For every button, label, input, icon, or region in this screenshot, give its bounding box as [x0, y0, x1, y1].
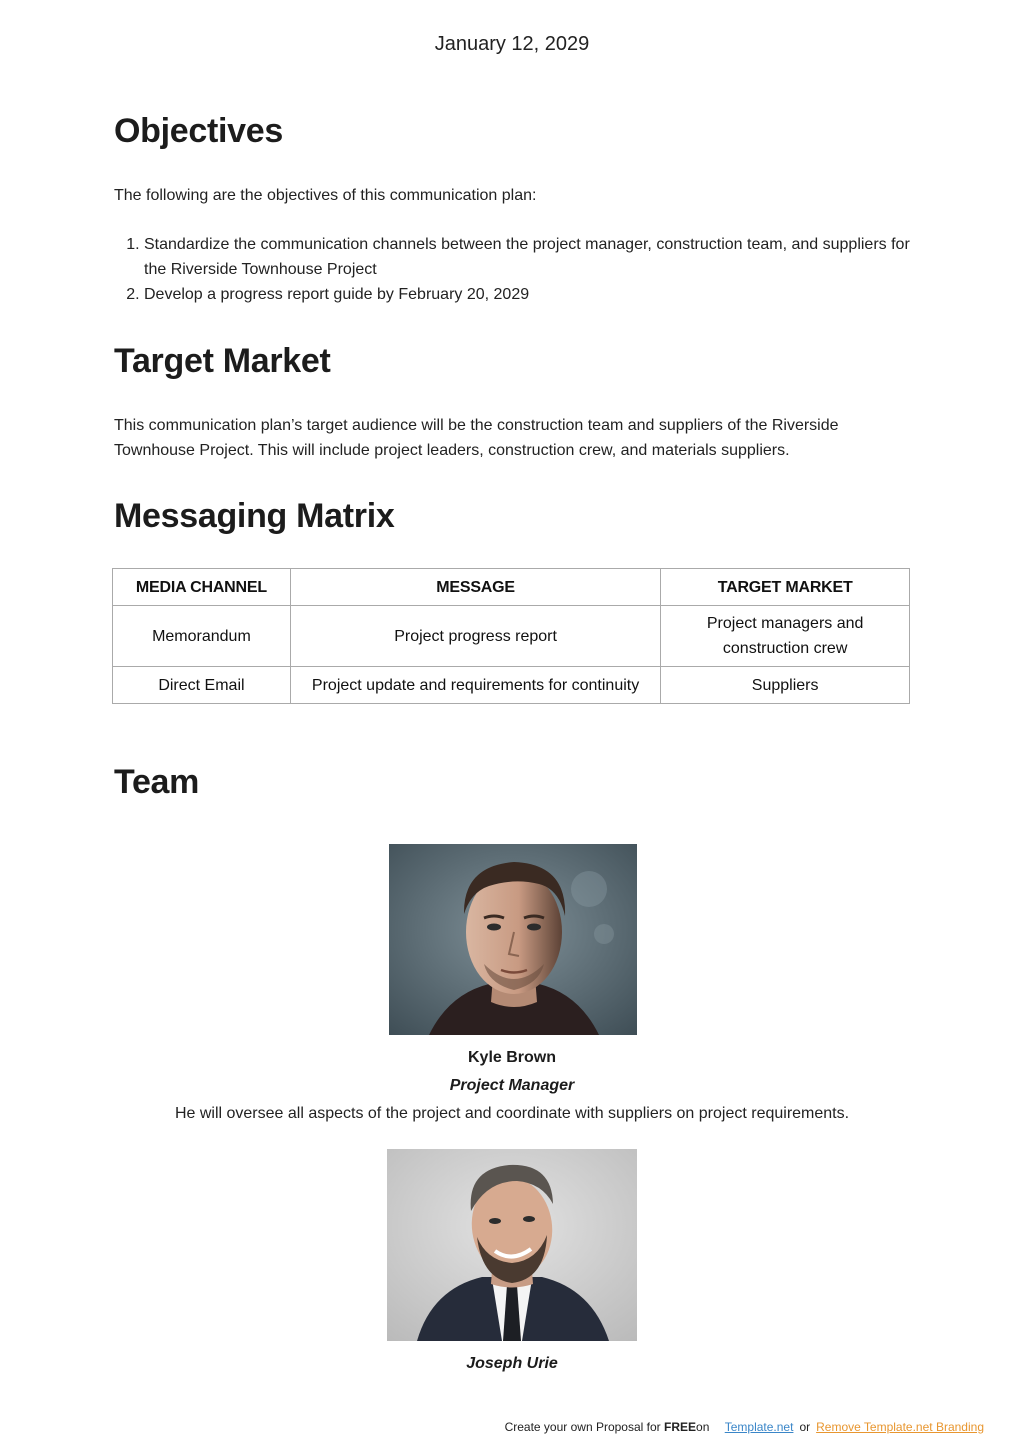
objectives-list: [114, 232, 910, 307]
footer-prefix: Create your own Proposal for: [504, 1420, 664, 1434]
table-header-row: [113, 569, 910, 606]
table-cell: Project progress report: [290, 606, 660, 667]
list-item: 2. Develop a progress report guide by February 20, 2029: [144, 282, 910, 307]
list-item: 1. Standardize the communication channels between the project manager, construction team, and suppliers for the Riverside Townhouse Project: [144, 232, 910, 282]
column-header: MEDIA CHANNEL: [113, 569, 291, 606]
column-header: MESSAGE: [290, 569, 660, 606]
branding-footer: [505, 1420, 984, 1434]
table-cell: Project update and requirements for continuity: [290, 667, 660, 704]
footer-or: or: [799, 1420, 811, 1434]
team-heading: Team: [114, 763, 200, 801]
table-cell: Project managers and construction crew: [661, 606, 910, 667]
team-member-role: Project Manager: [449, 1077, 575, 1094]
remove-branding-link[interactable]: Remove Template.net Branding: [816, 1420, 984, 1434]
table-cell: Suppliers: [661, 667, 910, 704]
table-cell: Memorandum: [113, 606, 291, 667]
footer-free: FREE: [664, 1420, 697, 1434]
team-member-name: Kyle Brown: [467, 1049, 556, 1066]
template-net-link[interactable]: Template.net: [724, 1420, 794, 1434]
messaging-matrix-heading: Messaging Matrix: [114, 497, 395, 535]
team-member-photo: [389, 844, 637, 1035]
target-market-heading: Target Market: [114, 342, 331, 380]
team-member-photo: [387, 1149, 637, 1341]
team-member-role: Joseph Urie: [466, 1355, 558, 1372]
footer-on: on: [696, 1420, 710, 1434]
table-cell: Direct Email: [113, 667, 291, 704]
table-row: [113, 606, 910, 667]
objectives-heading: Objectives: [114, 112, 283, 150]
target-market-body: This communication plan’s target audience will be the construction team and suppliers of the Riverside Townhouse Project. This will include project leaders, construction crew, and materials suppliers.: [114, 417, 839, 459]
table-row: [113, 667, 910, 704]
document-date: January 12, 2029: [434, 33, 590, 55]
column-header: TARGET MARKET: [661, 569, 910, 606]
objectives-intro: The following are the objectives of this communication plan:: [114, 187, 537, 204]
team-member-description: He will oversee all aspects of the project and coordinate with suppliers on project requirements.: [174, 1105, 850, 1122]
messaging-matrix-table: [112, 568, 910, 704]
